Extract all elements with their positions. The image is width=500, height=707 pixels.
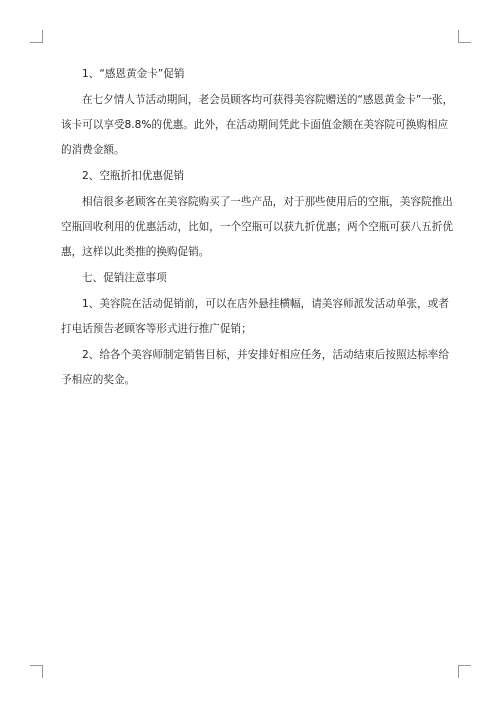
crop-mark-top-left — [30, 30, 43, 43]
crop-mark-top-right — [458, 30, 471, 43]
document-body — [61, 67, 454, 387]
paragraph-line: 空瓶回收利用的优惠活动，比如，一个空瓶可以获九折优惠；两个空瓶可获八五折优 — [61, 221, 453, 233]
paragraph-line: 在七夕情人节活动期间，老会员顾客均可获得美容院赠送的“感恩黄金卡”一张， — [82, 94, 454, 106]
paragraph-line: 1、美容院在活动促销前，可以在店外悬挂横幅，请美容师派发活动单张，或者 — [82, 298, 449, 310]
paragraph-line: 相信很多老顾客在美容院购买了一些产品，对于那些使用后的空瓶，美容院推出 — [82, 196, 453, 208]
crop-mark-bottom-right — [458, 665, 471, 678]
paragraph-line: 惠，这样以此类推的换购促销。 — [61, 246, 210, 258]
paragraph-line: 的消费金额。 — [61, 144, 125, 156]
paragraph-line: 2、给各个美容师制定销售目标，并安排好相应任务，活动结束后按照达标率给 — [82, 349, 449, 361]
crop-mark-bottom-left — [30, 665, 43, 678]
heading-gold-card: 1、“感恩黄金卡”促销 — [82, 68, 185, 80]
paragraph-line: 予相应的奖金。 — [61, 374, 136, 386]
paragraph-line: 打电话预告老顾客等形式进行推广促销； — [61, 323, 252, 335]
paragraph-line: 该卡可以享受8.8%的优惠。此外，在活动期间凭此卡面值金额在美容院可换购相应 — [61, 119, 449, 131]
heading-empty-bottle: 2、空瓶折扣优惠促销 — [82, 170, 185, 182]
heading-promotion-notes: 七、促销注意事项 — [82, 272, 167, 284]
